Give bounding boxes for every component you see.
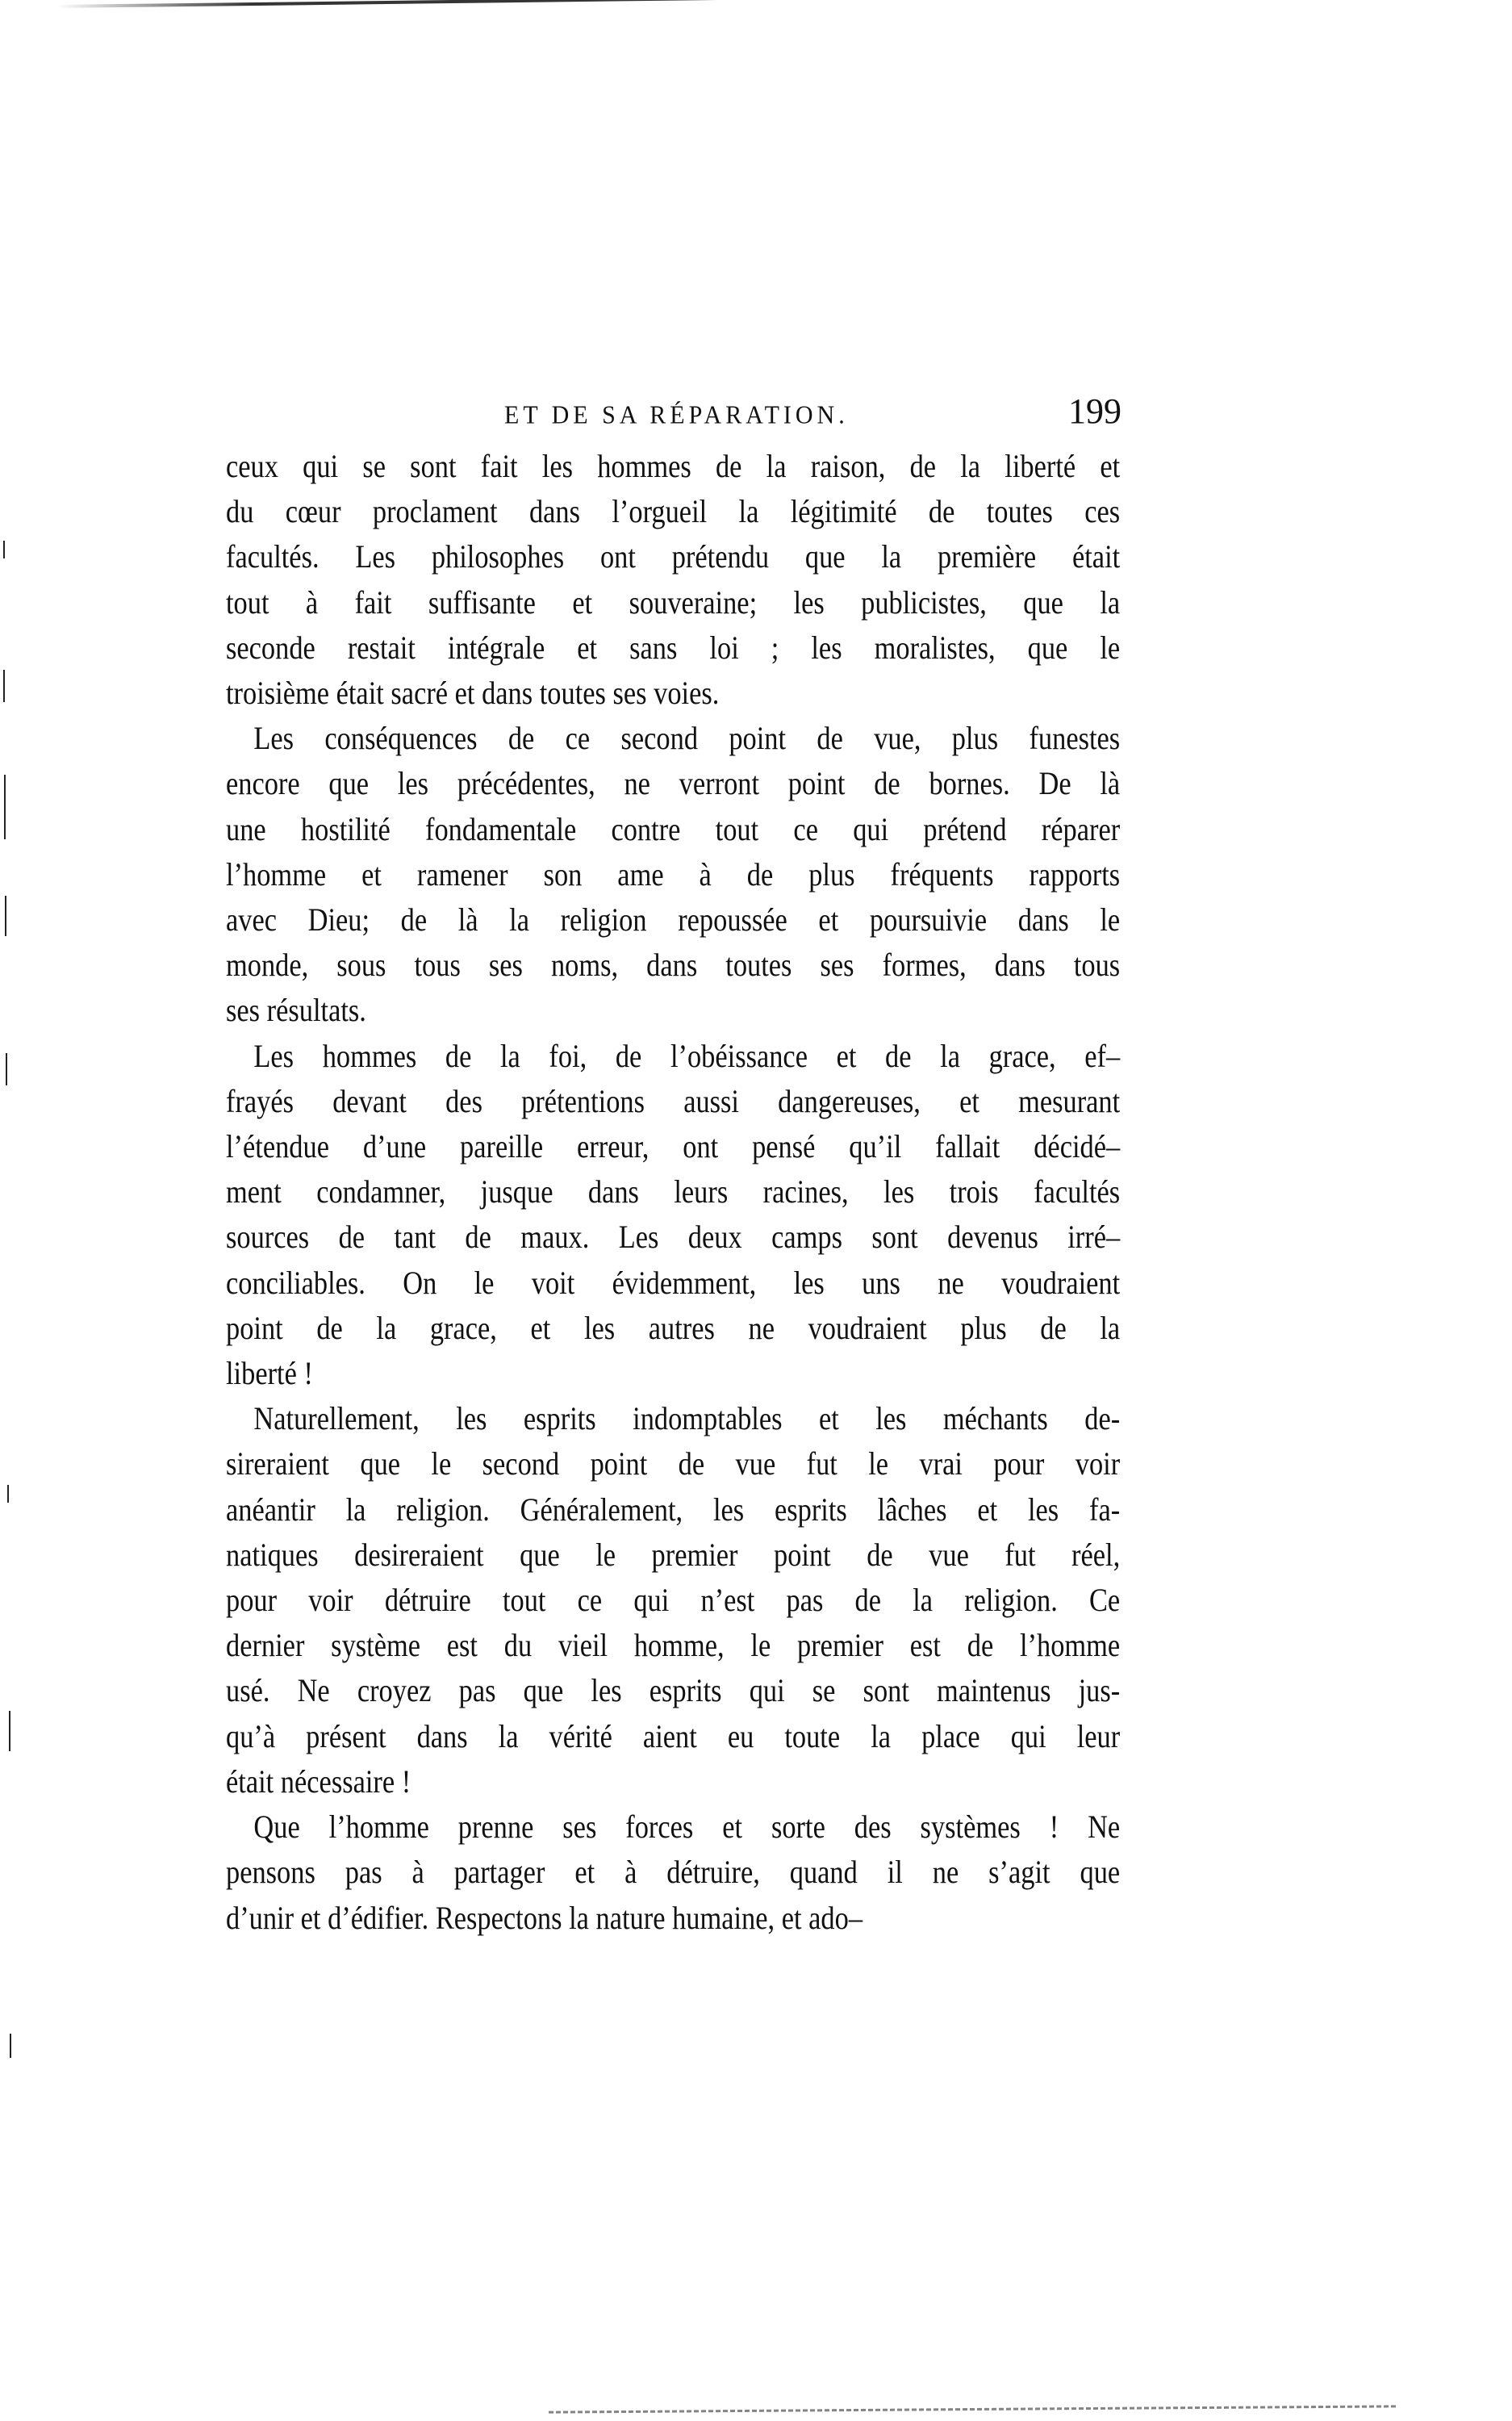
paragraph <box>226 1804 1120 1941</box>
text-line: anéantir la religion. Généralement, les esprits lâches et les fa- <box>226 1491 1121 1528</box>
text-line: sources de tant de maux. Les deux camps sont devenus irré– <box>226 1219 1121 1256</box>
text-line: liberté ! <box>226 1355 313 1392</box>
margin-mark <box>5 896 6 936</box>
text-line: pensons pas à partager et à détruire, quand il ne s’agit que <box>226 1854 1121 1891</box>
text-line: sireraient que le second point de vue fut le vrai pour voir <box>226 1445 1121 1482</box>
text-line: du cœur proclament dans l’orgueil la légitimité de toutes ces <box>226 493 1121 530</box>
text-line: ceux qui se sont fait les hommes de la raison, de la liberté et <box>226 448 1121 484</box>
scan-edge-bottom <box>549 2405 1396 2413</box>
text-line: d’unir et d’édifier. Respectons la nature humaine, et ado– <box>226 1899 863 1936</box>
text-line: Les conséquences de ce second point de vue, plus funestes <box>253 720 1121 757</box>
text-line: une hostilité fondamentale contre tout ce qui prétend réparer <box>226 810 1121 847</box>
text-line: l’homme et ramener son ame à de plus fréquents rapports <box>226 855 1121 893</box>
text-line: natiques desireraient que le premier point de vue fut réel, <box>226 1536 1121 1573</box>
text-line: l’étendue d’une pareille erreur, ont pensé qu’il fallait décidé– <box>226 1128 1121 1165</box>
text-line: conciliables. On le voit évidemment, les uns ne voudraient <box>226 1264 1121 1301</box>
body-text <box>226 444 1120 1941</box>
text-line: frayés devant des prétentions aussi dangereuses, et mesurant <box>226 1082 1121 1119</box>
text-line: facultés. Les philosophes ont prétendu que la première était <box>226 538 1121 575</box>
text-line: point de la grace, et les autres ne voudraient plus de la <box>226 1309 1121 1346</box>
text-line: troisième était sacré et dans toutes ses voies. <box>226 675 720 712</box>
text-line: Que l’homme prenne ses forces et sorte des systèmes ! Ne <box>253 1808 1121 1846</box>
text-line: avec Dieu; de là la religion repoussée et poursuivie dans le <box>226 901 1121 939</box>
margin-mark <box>4 775 6 839</box>
page-number: 199 <box>1068 391 1121 431</box>
text-line: Naturellement, les esprits indomptables et les méchants de- <box>253 1400 1121 1437</box>
text-line: ment condamner, jusque dans leurs racines, les trois facultés <box>226 1173 1121 1210</box>
text-line: qu’à présent dans la vérité aient eu toute la place qui leur <box>226 1717 1121 1754</box>
page-header <box>226 391 1121 436</box>
text-line: usé. Ne croyez pas que les esprits qui se sont maintenus jus- <box>226 1672 1121 1709</box>
running-title: ET DE SA RÉPARATION. <box>504 401 849 429</box>
margin-mark <box>9 1711 10 1751</box>
margin-mark <box>10 2034 11 2058</box>
text-line: était nécessaire ! <box>226 1762 411 1800</box>
text-line: encore que les précédentes, ne verront point de bornes. De là <box>226 765 1121 802</box>
margin-mark <box>7 1485 9 1503</box>
text-line: Les hommes de la foi, de l’obéissance et de la grace, ef– <box>253 1037 1121 1074</box>
text-line: dernier système est du vieil homme, le premier est de l’homme <box>226 1627 1121 1664</box>
margin-mark <box>3 670 5 702</box>
text-line: seconde restait intégrale et sans loi ; les moralistes, que le <box>226 629 1121 666</box>
paragraph <box>226 716 1120 1033</box>
margin-mark <box>6 1053 7 1085</box>
paragraph <box>226 444 1120 716</box>
margin-mark <box>3 541 5 558</box>
paragraph <box>226 1034 1120 1397</box>
text-line: tout à fait suffisante et souveraine; les publicistes, que la <box>226 583 1121 621</box>
paragraph <box>226 1396 1120 1804</box>
text-line: monde, sous tous ses noms, dans toutes ses formes, dans tous <box>226 947 1121 984</box>
text-line: pour voir détruire tout ce qui n’est pas de la religion. Ce <box>226 1582 1121 1619</box>
text-line: ses résultats. <box>226 992 366 1029</box>
scan-edge-top <box>56 0 1347 8</box>
